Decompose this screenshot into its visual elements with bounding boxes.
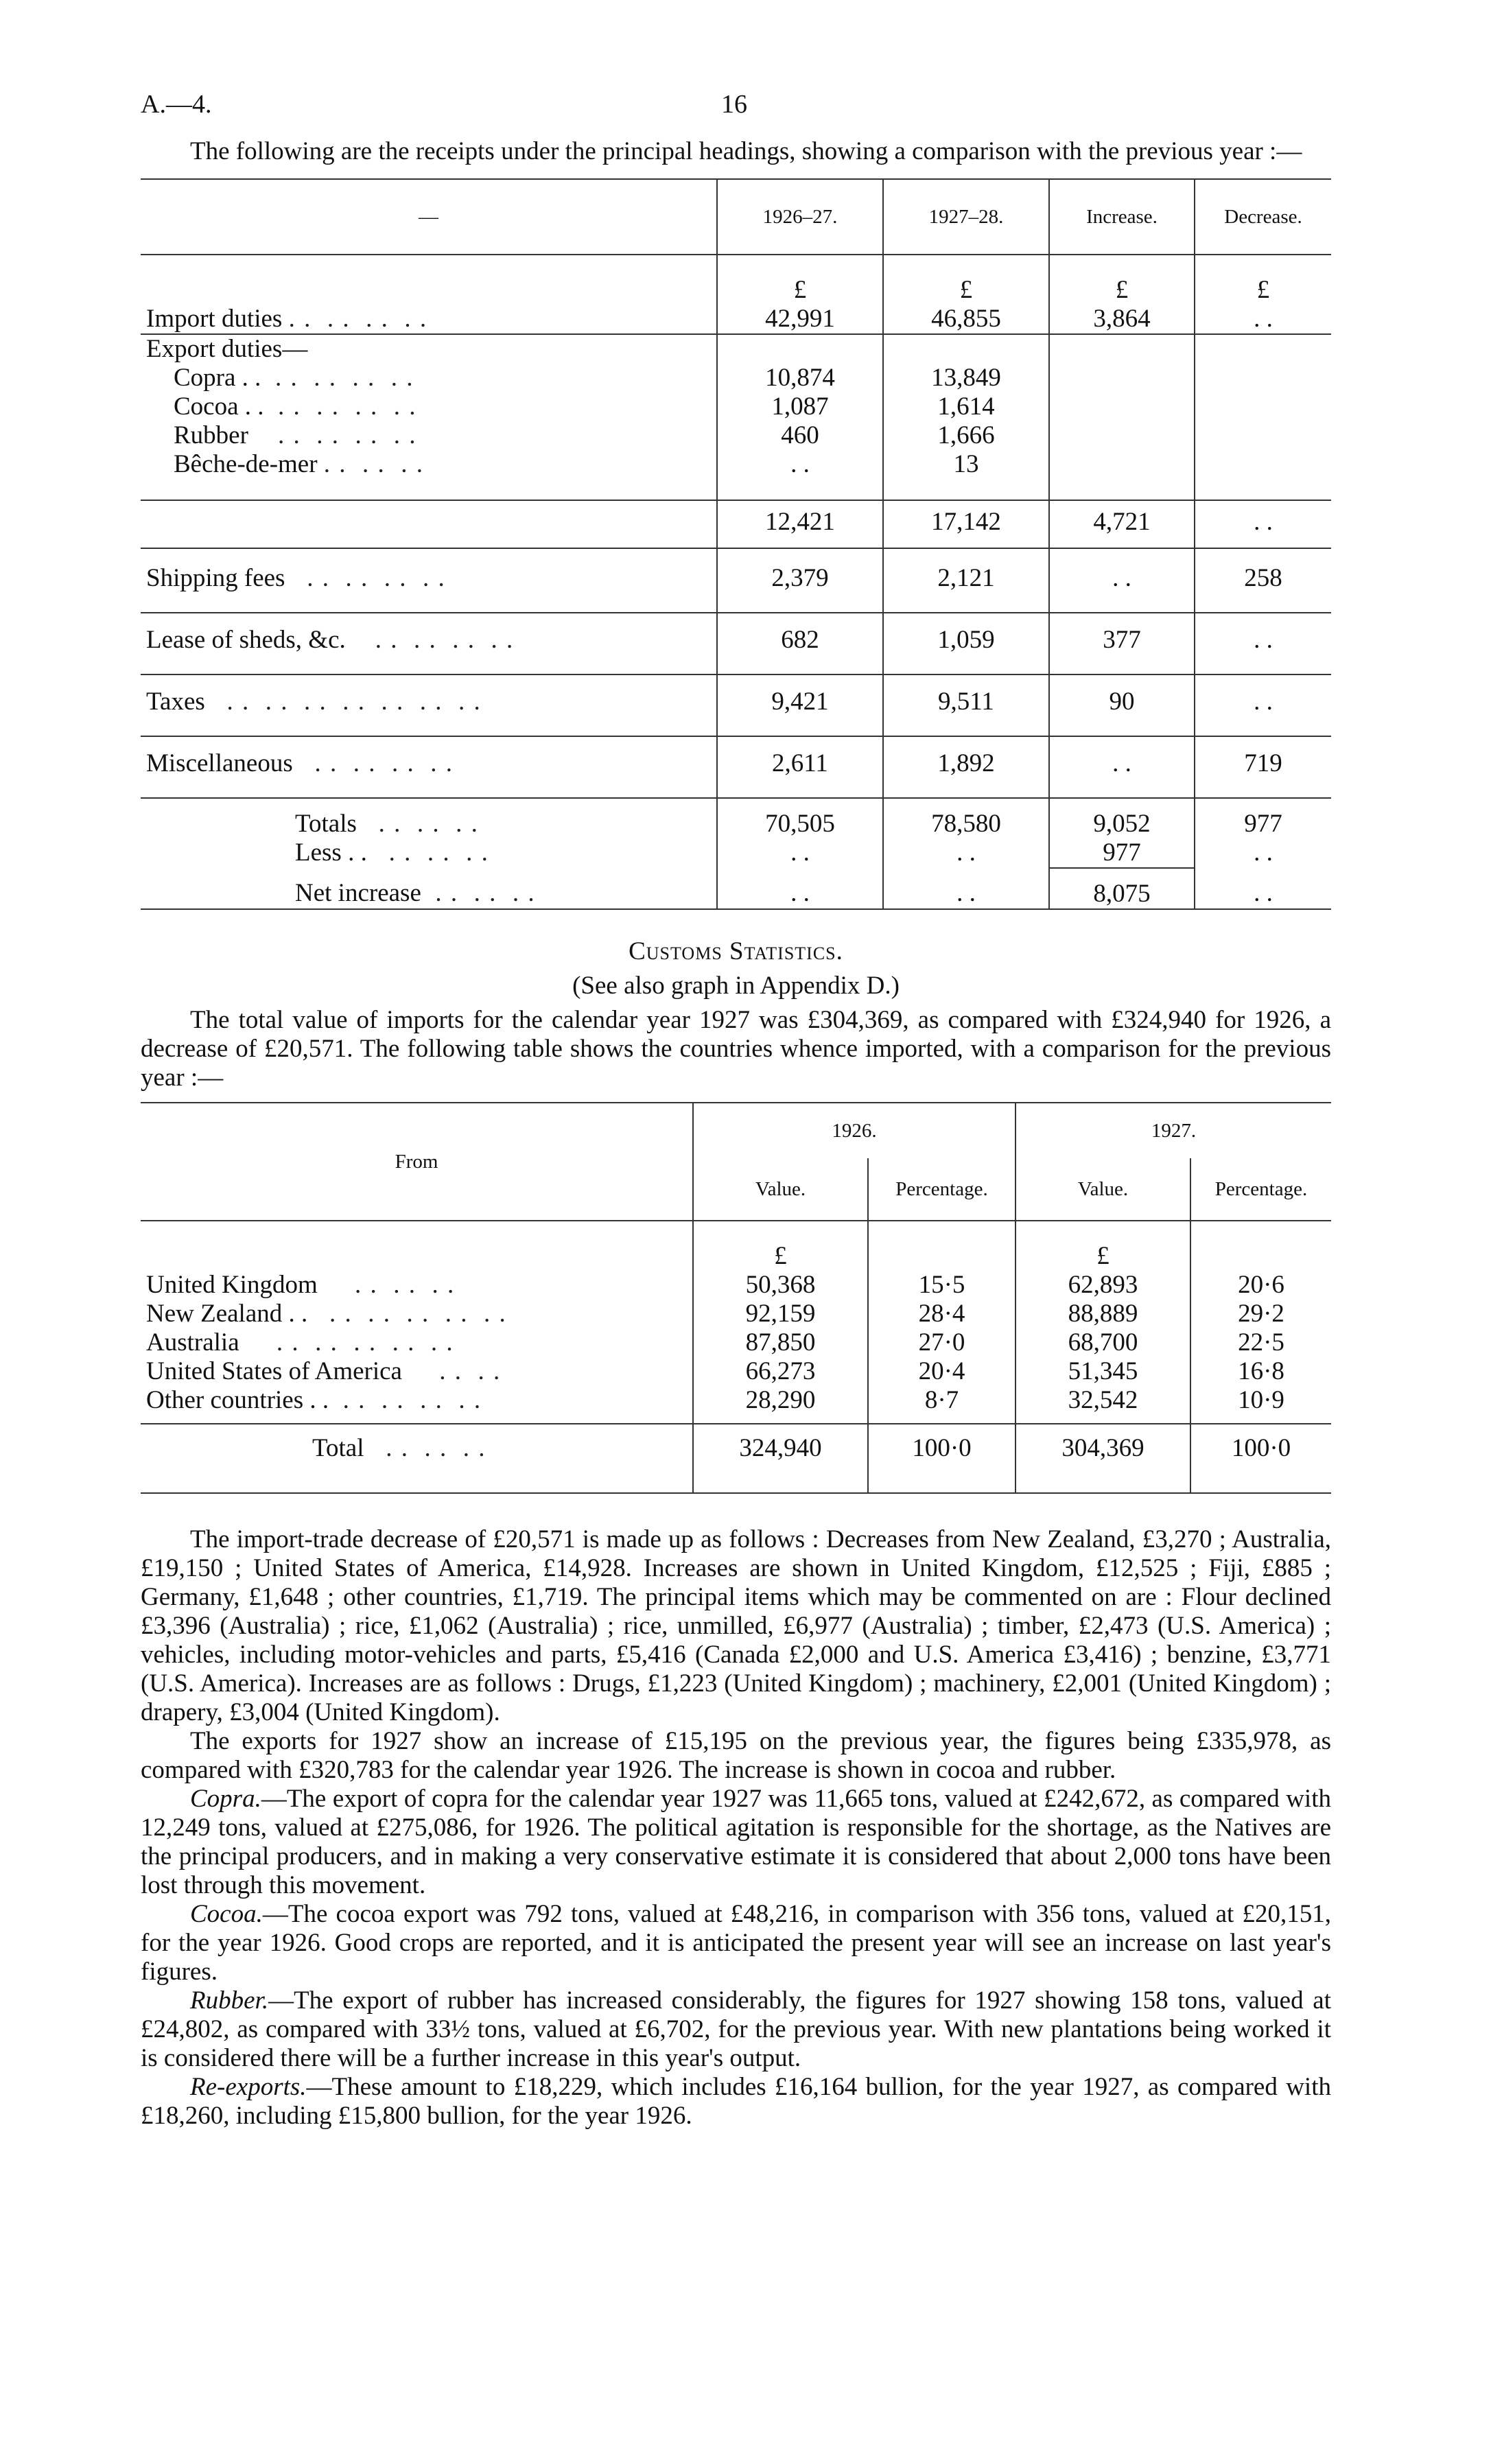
cell: 100·0 (1190, 1424, 1331, 1493)
cell: 1,666 (883, 421, 1049, 450)
cell: 88,889 (1015, 1300, 1190, 1328)
cell: 2,379 (717, 548, 883, 613)
row-label: Bêche-de-mer (174, 450, 318, 478)
cell: 100·0 (868, 1424, 1015, 1493)
paragraph-reexports (141, 2073, 1331, 2131)
unit-cell: £ (1049, 255, 1195, 305)
from-header: From (395, 1150, 438, 1173)
row-less: Less . . . . . . . . . . . . 977 . . (141, 838, 1331, 868)
value-1927-header: Value. (1015, 1158, 1190, 1221)
country-name: Australia (146, 1328, 239, 1357)
cell: 16·8 (1190, 1357, 1331, 1386)
cell: . . (1195, 838, 1331, 868)
cell: 719 (1195, 736, 1331, 798)
cell: 78,580 (883, 798, 1049, 838)
cell: 87,850 (693, 1328, 868, 1357)
unit-cell: £ (717, 255, 883, 305)
row-export-copra: Copra . . . . . . . . . . 10,874 13,849 (141, 364, 1331, 392)
cell: 50,368 (693, 1271, 868, 1300)
paragraph-import-trade: The import-trade decrease of £20,571 is made up as follows : Decreases from New Zealand, £3,270 ; Australia, £19,150 ; United States of America, £14,928. Increases are shown in United Kingdom, £12,525 ; Fiji, £885 ; Germany, £1,648 ; other countries, £1,719. The principal items which may be commented on are : Flour declined £3,396 (Australia) ; rice, £1,062 (Australia) ; rice, unmilled, £6,977 (Australia) ; timber, £2,473 (U.S. America) ; vehicles, including motor-vehicles and parts, £5,416 (Canada £2,000 and U.S. America £3,416) ; benzine, £3,771 (U.S. America). Increases are as follows : Drugs, £1,223 (United Kingdom) ; machinery, £2,001 (United Kingdom) ; drapery, £3,004 (United Kingdom). (141, 1525, 1331, 1726)
cell: 70,505 (717, 798, 883, 838)
cell: 51,345 (1015, 1357, 1190, 1386)
row-export-cocoa: Cocoa . . . . . . . . . . 1,087 1,614 (141, 392, 1331, 421)
year-1926-header: 1926. (693, 1103, 1015, 1158)
pct-1927-header: Percentage. (1190, 1158, 1331, 1221)
cell: 9,511 (883, 674, 1049, 736)
cell: 17,142 (883, 500, 1049, 548)
unit-cell: £ (883, 255, 1049, 305)
row-label: Lease of sheds, &c. (146, 626, 346, 654)
page-number: 16 (721, 90, 747, 119)
col-head-increase: Increase. (1049, 179, 1195, 255)
cell: 682 (717, 613, 883, 674)
units-row (141, 255, 1331, 305)
reexports-text: —These amount to £18,229, which includes £16,164 bullion, for the year 1927, as compared with £18,260, including £15,800 bullion, for the year 1926. (141, 2073, 1331, 2130)
cell: 9,421 (717, 674, 883, 736)
cell: 377 (1049, 613, 1195, 674)
cell: 1,059 (883, 613, 1049, 674)
cell: . . (1049, 548, 1195, 613)
row-export-beche: Bêche-de-mer . . . . . . . . 13 (141, 450, 1331, 500)
cell: . . (717, 450, 883, 500)
receipts-table (141, 178, 1331, 910)
cell: 977 (1049, 838, 1195, 868)
cell: 2,611 (717, 736, 883, 798)
cell: . . (717, 838, 883, 868)
row-label: Shipping fees (146, 564, 285, 592)
cell: 62,893 (1015, 1271, 1190, 1300)
cell: 12,421 (717, 500, 883, 548)
cell: 3,864 (1049, 305, 1195, 334)
paragraph-copra (141, 1785, 1331, 1900)
rubber-heading: Rubber. (190, 1986, 269, 2015)
units-row (141, 1221, 1331, 1271)
table-row: United Kingdom . . . . . . 50,368 15·5 62,893 20·6 (141, 1271, 1331, 1300)
cell: 10·9 (1190, 1386, 1331, 1424)
unit-cell: £ (693, 1221, 868, 1271)
cell: . . (1195, 305, 1331, 334)
cell: 4,721 (1049, 500, 1195, 548)
cell: 304,369 (1015, 1424, 1190, 1493)
cell: . . (717, 868, 883, 909)
imports-table (141, 1102, 1331, 1494)
cell: 28,290 (693, 1386, 868, 1424)
row-totals: Totals . . . . . . 70,505 78,580 9,052 977 (141, 798, 1331, 838)
cell: . . (1195, 868, 1331, 909)
row-net-increase: Net increase . . . . . . . . . . 8,075 . . (141, 868, 1331, 909)
row-shipping-fees: Shipping fees . . . . . . . . 2,379 2,121 . . 258 (141, 548, 1331, 613)
col-head-blank: — (141, 179, 717, 255)
row-export-subtotal (141, 500, 1331, 548)
row-label: Cocoa . . (174, 392, 264, 421)
row-import-duties: Import duties . . . . . . . . 42,991 46,855 3,864 . . (141, 305, 1331, 334)
cell: 460 (717, 421, 883, 450)
cell: 8·7 (868, 1386, 1015, 1424)
value-1926-header: Value. (693, 1158, 868, 1221)
cell: 92,159 (693, 1300, 868, 1328)
row-taxes: Taxes . . . . . . . . . . . . . . 9,421 9,511 90 . . (141, 674, 1331, 736)
table-row: United States of America . . . . 66,273 20·4 51,345 16·8 (141, 1357, 1331, 1386)
row-lease-sheds: Lease of sheds, &c. . . . . . . . . 682 1,059 377 . . (141, 613, 1331, 674)
country-name: New Zealand . . (146, 1300, 308, 1328)
total-label: Total (312, 1434, 364, 1462)
paragraph-exports: The exports for 1927 show an increase of £15,195 on the previous year, the figures being £335,978, as compared with £320,783 for the calendar year 1926. The increase is shown in cocoa and rubber. (141, 1727, 1331, 1784)
cell: . . (1195, 613, 1331, 674)
pct-1926-header: Percentage. (868, 1158, 1015, 1221)
cell: 28·4 (868, 1300, 1015, 1328)
col-head-decrease: Decrease. (1195, 179, 1331, 255)
cell: 10,874 (717, 364, 883, 392)
country-name: United States of America (146, 1357, 402, 1385)
cell: 1,892 (883, 736, 1049, 798)
country-name: United Kingdom (146, 1271, 318, 1299)
year-1927-header: 1927. (1015, 1103, 1331, 1158)
document-reference: A.—4. (141, 90, 212, 119)
cocoa-text: —The cocoa export was 792 tons, valued at £48,216, in comparison with 356 tons, valued at £20,151, for the year 1926. Good crops are reported, and it is anticipated the present year will see an increase on last year's figures. (141, 1900, 1331, 1986)
cell: 68,700 (1015, 1328, 1190, 1357)
cell: 258 (1195, 548, 1331, 613)
cell: . . (883, 868, 1049, 909)
cell: . . (1195, 674, 1331, 736)
cell: . . (1049, 736, 1195, 798)
cell: 42,991 (717, 305, 883, 334)
cell: 27·0 (868, 1328, 1015, 1357)
receipts-header-row (141, 179, 1331, 255)
cell: 13,849 (883, 364, 1049, 392)
row-label: Import duties (146, 305, 283, 333)
table-row: Australia . . . . . . . . . . 87,850 27·0 68,700 22·5 (141, 1328, 1331, 1357)
document-page (141, 89, 1331, 2131)
cell: 2,121 (883, 548, 1049, 613)
cell: 13 (883, 450, 1049, 500)
paragraph-rubber (141, 1986, 1331, 2073)
customs-subtitle: (See also graph in Appendix D.) (572, 972, 900, 1000)
cell: 22·5 (1190, 1328, 1331, 1357)
cell: 20·6 (1190, 1271, 1331, 1300)
cell: 66,273 (693, 1357, 868, 1386)
cell: 20·4 (868, 1357, 1015, 1386)
row-label: Totals (295, 810, 357, 838)
row-label: Copra . . (174, 364, 261, 392)
table-row: New Zealand . . . . . . . . . . . . 92,159 28·4 88,889 29·2 (141, 1300, 1331, 1328)
cocoa-heading: Cocoa. (190, 1900, 263, 1928)
cell: . . (883, 838, 1049, 868)
receipts-intro: The following are the receipts under the principal headings, showing a comparison with the previous year :— (190, 137, 1302, 165)
country-name: Other countries . . (146, 1386, 329, 1414)
paragraph-cocoa (141, 1900, 1331, 1986)
customs-intro: The total value of imports for the calendar year 1927 was £304,369, as compared with £324,940 for 1926, a decrease of £20,571. The following table shows the countries whence imported, with a comparison for the previous year :— (141, 1006, 1331, 1092)
cell: . . (1195, 500, 1331, 548)
row-label: Taxes (146, 688, 205, 716)
row-label: Less . . (295, 838, 367, 867)
table-row: Other countries . . . . . . . . . . 28,290 8·7 32,542 10·9 (141, 1386, 1331, 1424)
cell: 1,614 (883, 392, 1049, 421)
cell: 9,052 (1049, 798, 1195, 838)
reexports-heading: Re-exports. (190, 2073, 307, 2101)
cell: 90 (1049, 674, 1195, 736)
copra-heading: Copra. (190, 1785, 261, 1813)
cell: 8,075 (1049, 868, 1195, 909)
cell: 324,940 (693, 1424, 868, 1493)
cell: 29·2 (1190, 1300, 1331, 1328)
cell: 1,087 (717, 392, 883, 421)
row-export-rubber: Rubber . . . . . . . . 460 1,666 (141, 421, 1331, 450)
row-miscellaneous: Miscellaneous . . . . . . . . 2,611 1,892 . . 719 (141, 736, 1331, 798)
unit-cell: £ (1015, 1221, 1190, 1271)
row-label: Net increase (295, 879, 421, 907)
cell: 15·5 (868, 1271, 1015, 1300)
cell: 46,855 (883, 305, 1049, 334)
row-label: Rubber (174, 421, 248, 449)
copra-text: —The export of copra for the calendar year 1927 was 11,665 tons, valued at £242,672, as compared with 12,249 tons, valued at £275,086, for 1926. The political agitation is responsible for the shortage, as the Natives are the principal producers, and in making a very conservative estimate it is considered that about 2,000 tons have been lost through this movement. (141, 1785, 1331, 1899)
body-text (141, 1525, 1331, 2131)
customs-title: Customs Statistics. (629, 937, 843, 965)
col-head-1927: 1927–28. (883, 179, 1049, 255)
row-export-heading (141, 334, 1331, 364)
col-head-1926: 1926–27. (717, 179, 883, 255)
row-label: Miscellaneous (146, 749, 293, 777)
total-row: Total . . . . . . 324,940 100·0 304,369 100·0 (141, 1424, 1331, 1493)
cell: 32,542 (1015, 1386, 1190, 1424)
row-label: Export duties— (146, 335, 308, 363)
unit-cell: £ (1195, 255, 1331, 305)
cell: 977 (1195, 798, 1331, 838)
page-header (141, 89, 1331, 137)
rubber-text: —The export of rubber has increased considerably, the figures for 1927 showing 158 tons, valued at £24,802, as compared with 33½ tons, valued at £6,702, for the previous year. With new plantations being worked it is considered there will be a further increase in this year's output. (141, 1986, 1331, 2072)
